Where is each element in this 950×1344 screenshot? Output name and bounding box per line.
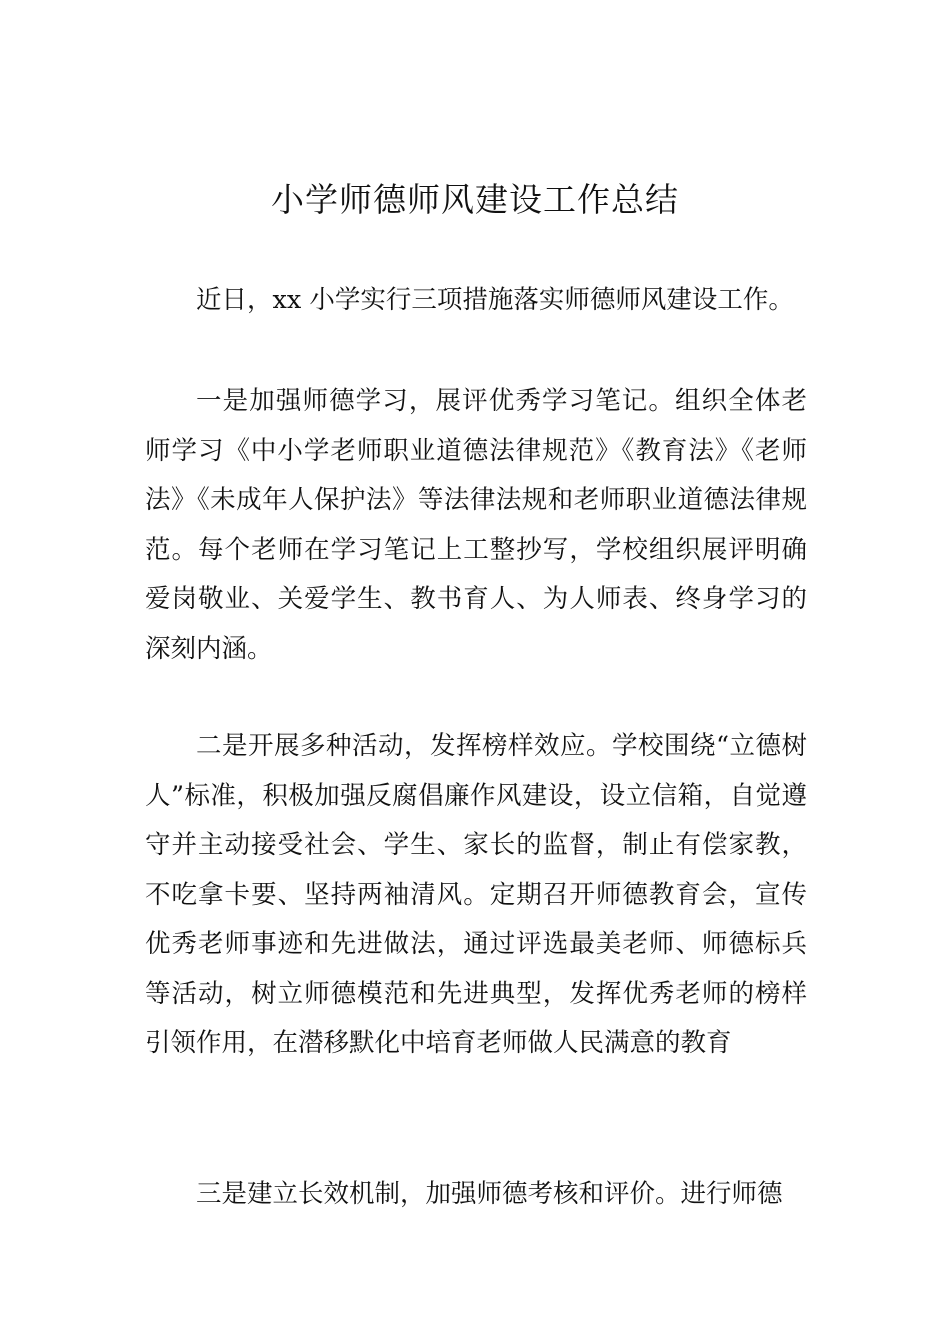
paragraph-measure-two: 二是开展多种活动，发挥榜样效应。学校围绕“立德树人”标准，积极加强反腐倡廉作风建设，设立信箱，自觉遵守并主动接受社会、学生、家长的监督，制止有偿家教，不吃拿卡要、坚持两袖清风。定期召开师德教育会，宣传优秀老师事迹和先进做法，通过评选最美老师、师德标兵等活动，树立师德模范和先进典型，发挥优秀老师的榜样引领作用，在潜移默化中培育老师做人民满意的教育: [145, 731, 807, 1058]
paragraph-measure-three: 三是建立长效机制，加强师德考核和评价。进行师德: [196, 1179, 783, 1209]
paragraph-intro: 近日，xx 小学实行三项措施落实师德师风建设工作。: [196, 285, 794, 315]
paragraph-measure-one: 一是加强师德学习，展评优秀学习笔记。组织全体老师学习《中小学老师职业道德法律规范》《教育法》《老师法》《未成年人保护法》等法律法规和老师职业道德法律规范。每个老师在学习笔记上工整抄写，学校组织展评明确爱岗敬业、关爱学生、教书育人、为人师表、终身学习的深刻内涵。: [145, 386, 807, 664]
document-title: 小学师德师风建设工作总结: [271, 180, 679, 219]
